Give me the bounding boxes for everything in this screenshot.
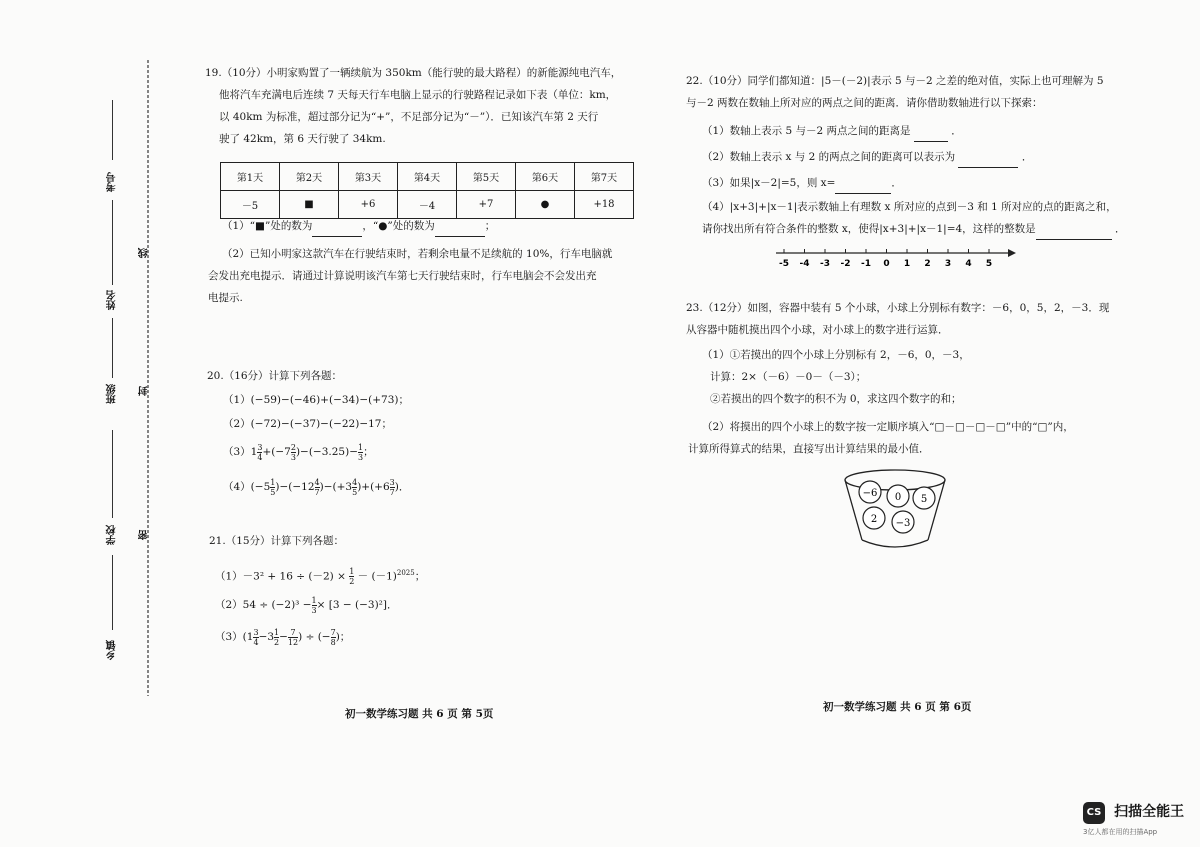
question-20 — [207, 365, 409, 435]
svg-text:2: 2 — [870, 514, 878, 525]
answer-blank[interactable] — [312, 224, 362, 237]
answer-blank[interactable] — [914, 129, 948, 142]
axis-tick-label: 0 — [883, 259, 890, 269]
q23-line2: 从容器中随机摸出四个小球，对小球上的数字进行运算． — [686, 324, 949, 336]
table-cell: －5 — [221, 191, 280, 219]
footer-left: 初一数学练习题 共 6 页 第 5页 — [345, 708, 494, 720]
axis-tick-label: 5 — [985, 259, 993, 269]
q21-expr-1: （1）－3² + 16 ÷ (－2) × $\frac{1}{2}$ － $(-1)^{2025}$； — [215, 567, 426, 586]
q20-expr-3: （3）1 $\frac{3}{4}$ +(−7 $\frac{2}{3}$ )−(−3.25)− $\frac{1}{3}$ ； — [223, 442, 374, 462]
ball-0 — [887, 485, 909, 507]
question-22 — [686, 70, 1126, 114]
footer-right: 初一数学练习题 共 6 页 第 6页 — [823, 701, 972, 713]
q22-line2: 与－2 两数在数轴上所对应的两点之间的距离．请你借助数轴进行以下探索： — [686, 97, 1043, 109]
table-header-row — [221, 163, 634, 191]
q20-expr-4: （4）(−5 $\frac{1}{5}$ )−(−12 $\frac{4}{7}$ )−(+3 $\frac{4}{5}$ )+(+6 $\frac{3}{7}$ )． — [223, 477, 410, 497]
table-header-cell: 第5天 — [457, 163, 516, 191]
watermark-tagline: 3亿人都在用的扫描App — [1083, 828, 1158, 836]
question-19 — [205, 62, 635, 150]
field-xingming-line — [112, 200, 113, 285]
q21-title: 21.（15分）计算下列各题： — [209, 535, 345, 547]
axis-tick-label: -5 — [779, 259, 789, 269]
axis-tick-label: -2 — [840, 259, 851, 269]
q20-expr-1: （1）(−59)−(−46)+(−34)−(+73)； — [223, 394, 409, 406]
q22-part3: （3）如果|x－2|=5，则 x= ． — [702, 172, 902, 194]
ball-2 — [863, 507, 885, 529]
ball-5 — [913, 487, 935, 509]
question-23 — [686, 297, 1126, 341]
scanner-watermark — [1083, 800, 1184, 837]
axis-tick-label: 1 — [903, 259, 911, 269]
q19-line1: 19.（10分）小明家购置了一辆续航为 350km（能行驶的最大路程）的新能源纯电汽车， — [205, 67, 622, 79]
q19-line3: 以 40km 为标准，超过部分记为“+”，不足部分记为“－”）．已知该汽车第 2 天行 — [219, 111, 599, 123]
table-header-cell: 第4天 — [398, 163, 457, 191]
field-label-xuexiao: 学校 — [107, 525, 118, 545]
q20-title: 20.（16分）计算下列各题： — [207, 370, 343, 382]
q19-line2: 他将汽车充满电后连续 7 天每天行车电脑上显示的行驶路程记录如下表（单位：km， — [219, 89, 617, 101]
q22-part4: （4）|x+3|+|x－1|表示数轴上有理数 x 所对应的点到－3 和 1 所对应的点的距离之和， 请你找出所有符合条件的整数 x，使得|x+3|+|x－1|=4，这样的整数是 ． — [702, 196, 1126, 240]
axis-tick-label: 2 — [924, 259, 931, 269]
field-kaohao-line — [112, 100, 113, 160]
field-banji-line — [112, 318, 113, 378]
table-header-cell: 第1天 — [221, 163, 280, 191]
field-xuexiao-line — [112, 430, 113, 518]
answer-blank[interactable] — [835, 181, 891, 194]
axis-tick-label: 4 — [965, 259, 972, 269]
q23-part2: （2）将摸出的四个小球上的数字按一定顺序填入“□－□－□－□”中的“□”内， 计算所得算式的结果，直接写出计算结果的最小值． — [688, 421, 1074, 455]
seal-char-mi: 密 — [139, 530, 150, 540]
q19-record-table — [220, 162, 634, 219]
answer-blank[interactable] — [435, 224, 485, 237]
axis-tick-label: -1 — [861, 259, 871, 269]
seal-char-feng: 封 — [139, 386, 150, 396]
seal-line — [145, 60, 153, 700]
table-header-cell: 第2天 — [280, 163, 339, 191]
answer-blank[interactable] — [1036, 227, 1112, 240]
ball-neg6 — [859, 481, 881, 503]
axis-tick-label: -4 — [799, 259, 810, 269]
q22-part1: （1）数轴上表示 5 与－2 两点之间的距离是 ． — [702, 120, 962, 142]
table-cell: +7 — [457, 191, 516, 219]
q19-line4: 驶了 42km，第 6 天行驶了 34km. — [219, 133, 386, 145]
answer-blank[interactable] — [958, 155, 1018, 168]
seal-char-xian: 线 — [139, 248, 150, 258]
table-cell: +18 — [575, 191, 634, 219]
q22-line1: 22.（10分）同学们都知道：|5－(－2)|表示 5 与－2 之差的绝对值，实际上也可理解为 5 — [686, 75, 1104, 87]
container-figure — [840, 466, 950, 556]
axis-tick-label: 3 — [944, 259, 952, 269]
q19-part1: （1）“■”处的数为 ，“●”处的数为 ； — [222, 215, 495, 237]
q23-line1: 23.（12分）如图，容器中装有 5 个小球，小球上分别标有数字：－6，0，5，2，－3．现 — [686, 302, 1110, 314]
q21-expr-2: （2）54 ÷ (−2)³ − $\frac{1}{3}$ × [3 − (−3)²]． — [215, 595, 398, 615]
field-label-xiangzhen: 乡镇 — [107, 640, 118, 660]
table-header-cell: 第7天 — [575, 163, 634, 191]
field-label-kaohao: 考号 — [107, 172, 118, 192]
table-header-cell: 第6天 — [516, 163, 575, 191]
cs-logo-icon: CS — [1083, 802, 1105, 824]
field-label-banji: 班级 — [107, 384, 118, 404]
table-cell: －4 — [398, 191, 457, 219]
q23-part1: （1）①若摸出的四个小球上分别标有 2，－6，0，－3， 计算：2×（－6）－0－（－3）； ②若摸出的四个数字的积不为 0，求这四个数字的和； — [702, 349, 970, 405]
table-cell: ● — [516, 191, 575, 219]
q19-part2: （2）已知小明家这款汽车在行驶结束时，若剩余电量不足续航的 10%，行车电脑就 会发出充电提示．请通过计算说明该汽车第七天行驶结束时，行车电脑会不会发出充 电提示. — [208, 248, 613, 304]
q20-expr-2: （2）(−72)−(−37)−(−22)−17； — [223, 418, 392, 430]
number-line — [770, 246, 1020, 270]
binding-margin — [0, 0, 160, 720]
svg-text:−6: −6 — [862, 488, 878, 499]
axis-tick-label: -3 — [820, 259, 830, 269]
svg-text:5: 5 — [920, 494, 928, 505]
field-xiangzhen-line — [112, 555, 113, 630]
watermark-brand: 扫描全能王 — [1114, 803, 1185, 820]
table-header-cell: 第3天 — [339, 163, 398, 191]
table-cell: +6 — [339, 191, 398, 219]
svg-text:0: 0 — [894, 492, 902, 503]
field-label-xingming: 姓名 — [107, 290, 118, 310]
svg-text:−3: −3 — [895, 518, 911, 529]
q22-part2: （2）数轴上表示 x 与 2 的两点之间的距离可以表示为 ． — [702, 146, 1032, 168]
ball-neg3 — [892, 511, 914, 533]
q21-expr-3: （3）(1 $\frac{3}{4}$ −3 $\frac{1}{2}$ − $\frac{7}{12}$ ) ÷ (− $\frac{7}{8}$ )； — [215, 627, 351, 647]
table-cell: ■ — [280, 191, 339, 219]
